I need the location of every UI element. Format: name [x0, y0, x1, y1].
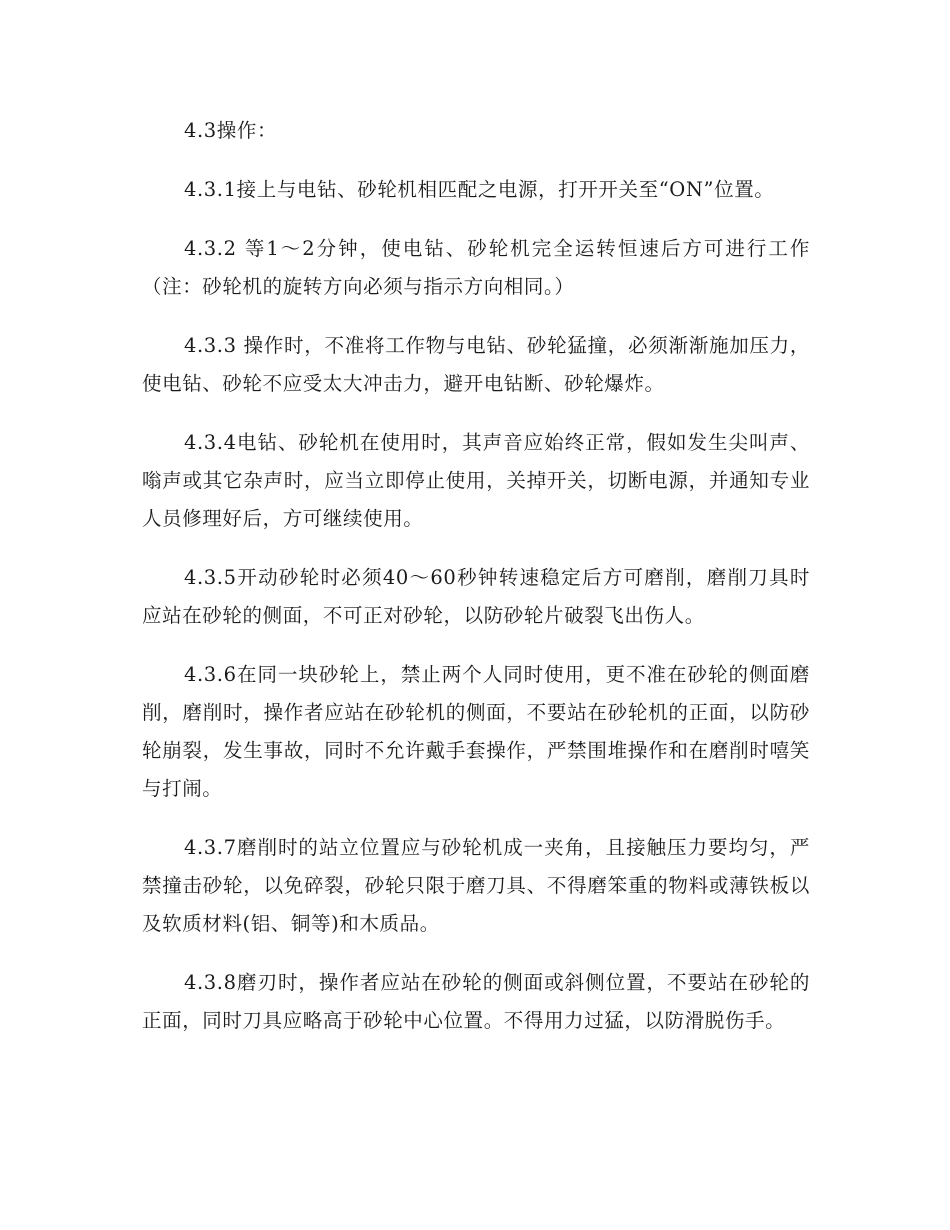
paragraph-4-3-7: 4.3.7磨削时的站立位置应与砂轮机成一夹角，且接触压力要均匀，严禁撞击砂轮，以免碎裂，砂轮只限于磨刀具、不得磨笨重的物料或薄铁板以及软质材料(铝、铜等)和木质品。: [142, 836, 810, 935]
paragraph-4-3-2: 4.3.2 等1～2分钟，使电钻、砂轮机完全运转恒速后方可进行工作（注：砂轮机的旋转方向必须与指示方向相同。）: [142, 237, 810, 298]
section-heading: 4.3操作：: [184, 119, 278, 142]
paragraph-4-3-4: 4.3.4电钻、砂轮机在使用时，其声音应始终正常，假如发生尖叫声、嗡声或其它杂声时，应当立即停止使用，关掉开关，切断电源，并通知专业人员修理好后，方可继续使用。: [142, 431, 810, 530]
paragraph-4-3-8: 4.3.8磨刃时，操作者应站在砂轮的侧面或斜侧位置，不要站在砂轮的正面，同时刀具应略高于砂轮中心位置。不得用力过猛，以防滑脱伤手。: [142, 971, 810, 1032]
paragraph-4-3-5: 4.3.5开动砂轮时必须40～60秒钟转速稳定后方可磨削，磨削刀具时应站在砂轮的侧面，不可正对砂轮，以防砂轮片破裂飞出伤人。: [142, 566, 810, 627]
paragraph-4-3-6: 4.3.6在同一块砂轮上，禁止两个人同时使用，更不准在砂轮的侧面磨削，磨削时，操作者应站在砂轮机的侧面，不要站在砂轮机的正面，以防砂轮崩裂，发生事故，同时不允许戴手套操作，严禁围堆操作和在磨削时嘻笑与打闹。: [142, 663, 810, 800]
paragraph-4-3-3: 4.3.3 操作时，不准将工作物与电钻、砂轮猛撞，必须渐渐施加压力，使电钻、砂轮不应受太大冲击力，避开电钻断、砂轮爆炸。: [142, 334, 810, 395]
document-body: [142, 112, 810, 1061]
paragraph-4-3-1: 4.3.1接上与电钻、砂轮机相匹配之电源，打开开关至“ON”位置。: [184, 178, 775, 201]
